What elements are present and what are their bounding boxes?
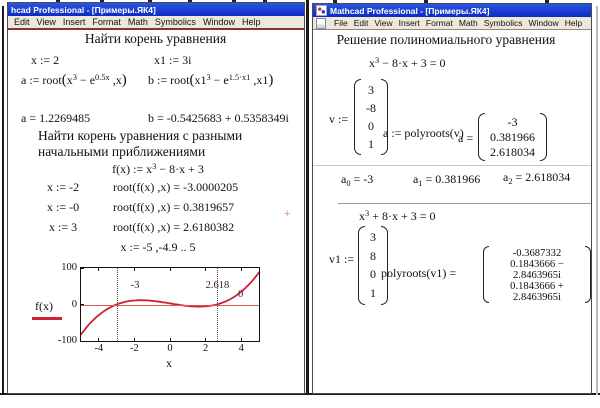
- vector-cell: 0.1843666 − 2.8463965i: [510, 259, 564, 281]
- equation-polyroots-a[interactable]: a := polyroots(v): [383, 126, 464, 140]
- equation-polynomial-1[interactable]: $x^3 - 8\cdot x + 3 = 0$: [369, 56, 446, 70]
- x-tick-mark: [170, 338, 171, 341]
- paren-left: [358, 226, 365, 305]
- menubar-left: [8, 16, 304, 28]
- vector-cell: -0.3687332: [512, 248, 562, 259]
- menu-help[interactable]: Help: [564, 18, 583, 28]
- menubar-right: [313, 17, 591, 29]
- region-separator: [313, 165, 592, 166]
- menu-math[interactable]: Math: [458, 18, 478, 28]
- menu-math[interactable]: Math: [127, 17, 148, 27]
- x-marker-label: 2.618: [205, 280, 230, 291]
- y-tick-mark: [81, 268, 84, 269]
- vector-cell: 0.1843666 + 2.8463965i: [510, 281, 564, 303]
- y-tick-label: 100: [61, 262, 77, 273]
- coef-a1[interactable]: $a_1 = 0.381966$: [413, 172, 481, 188]
- worksheet-heading-2-line1[interactable]: Найти корень уравнения с разными: [38, 128, 243, 143]
- menu-edit[interactable]: Edit: [14, 17, 30, 27]
- crosshair-cursor: +: [284, 208, 291, 220]
- vector-cell: 0.381966: [490, 130, 535, 144]
- menubar-accent-line: [8, 28, 304, 30]
- paren-right: [540, 113, 547, 161]
- mathcad-window-right: [312, 3, 592, 394]
- f-curve: [81, 272, 259, 334]
- x-tick-mark: [241, 268, 242, 271]
- x-tick-label: 4: [238, 343, 244, 354]
- worksheet-heading[interactable]: Найти корень уравнения: [84, 31, 227, 46]
- mathcad-window-left: [7, 2, 305, 394]
- menu-insert[interactable]: Insert: [62, 17, 86, 27]
- frame-center-divider: [306, 0, 309, 395]
- x-tick-label: -2: [130, 343, 139, 354]
- vector-cell: 8: [370, 248, 376, 263]
- x-tick-mark: [205, 338, 206, 341]
- menu-help[interactable]: Help: [241, 17, 261, 27]
- menu-window[interactable]: Window: [202, 17, 235, 27]
- equation-f-definition[interactable]: f(x) := $x^3 - 8\cdot x + 3$: [112, 162, 204, 176]
- coef-a0[interactable]: $a_0 = -3$: [341, 172, 374, 188]
- menu-symbolics[interactable]: Symbolics: [154, 17, 196, 27]
- x-tick-mark: [98, 338, 99, 341]
- menu-edit[interactable]: Edit: [353, 18, 369, 28]
- menu-window[interactable]: Window: [528, 18, 559, 28]
- range-definition[interactable]: x := -5 ,-4.9 .. 5: [120, 240, 196, 254]
- menu-format[interactable]: Format: [425, 18, 453, 28]
- x-tick-mark: [134, 268, 135, 271]
- x-tick-label: -4: [94, 343, 104, 354]
- vector-cell: 3: [370, 229, 376, 244]
- y-marker-label: 0: [238, 288, 244, 300]
- result-b[interactable]: b = -0.5425683 + 0.5358349i: [148, 111, 289, 125]
- vector-cell: -8: [366, 100, 376, 115]
- guess-2-root[interactable]: root(f(x) ,x) = 0.3819657: [113, 200, 235, 214]
- x-tick-label: 2: [202, 343, 209, 354]
- paren-left: [478, 113, 485, 161]
- vector-cell: 0: [368, 118, 374, 133]
- result-a[interactable]: a = 1.2269485: [21, 111, 91, 125]
- equation-a-root[interactable]: a := $root(x^3 - e^{0.5x}$ ,x): [21, 72, 127, 88]
- paren-right: [585, 246, 591, 303]
- y-tick-label: -100: [57, 335, 77, 346]
- x-tick-mark: [98, 268, 99, 271]
- menu-insert[interactable]: Insert: [398, 18, 420, 28]
- result-a-label[interactable]: a =: [458, 131, 474, 145]
- guess-3-x[interactable]: x := 3: [49, 220, 78, 234]
- menu-file[interactable]: File: [334, 18, 348, 28]
- paren-left: [354, 79, 361, 155]
- vector-cell: 1: [370, 286, 376, 301]
- x-tick-mark: [205, 268, 206, 271]
- vector-v-label[interactable]: v :=: [329, 112, 349, 126]
- x-axis-title: x: [166, 356, 172, 370]
- definition-x1[interactable]: x1 := 3i: [154, 53, 192, 67]
- y-tick-label: 0: [71, 298, 77, 310]
- x-tick-label: 0: [167, 343, 173, 354]
- paren-right: [381, 79, 388, 155]
- menubar-accent-line: [313, 29, 591, 30]
- frame-right-border: [596, 6, 598, 395]
- x-marker-label: -3: [130, 280, 140, 291]
- menu-symbolics[interactable]: Symbolics: [483, 18, 523, 28]
- guess-3-root[interactable]: root(f(x) ,x) = 2.6180382: [113, 220, 235, 234]
- vector-a-result[interactable]: [478, 113, 547, 161]
- mathcad-app-icon: [316, 5, 327, 16]
- y-tick-mark: [81, 341, 84, 342]
- xy-plot[interactable]: [35, 262, 260, 370]
- titlebar-right[interactable]: [313, 4, 591, 17]
- vector-cell: 3: [368, 82, 374, 97]
- window-title: Mathcad Professional - [Примеры.ЯК4]: [330, 5, 490, 16]
- menu-view[interactable]: View: [374, 18, 393, 28]
- menu-format[interactable]: Format: [92, 17, 121, 27]
- vector-cell: 0: [370, 267, 376, 282]
- y-marker-line: [81, 305, 259, 306]
- coef-a2[interactable]: $a_2 = 2.618034$: [503, 170, 571, 186]
- equation-polyroots-v1[interactable]: polyroots(v1) =: [381, 266, 457, 280]
- x-tick-mark: [241, 338, 242, 341]
- guess-2-x[interactable]: x := -0: [47, 200, 80, 214]
- x-tick-mark: [170, 268, 171, 271]
- plot-legend-label: f(x): [35, 299, 53, 313]
- equation-polynomial-2[interactable]: $x^3 + 8\cdot x + 3 = 0$: [359, 209, 436, 223]
- worksheet-heading-2-line2[interactable]: начальными приближениями: [38, 144, 206, 159]
- region-separator: [338, 203, 592, 204]
- worksheet-heading[interactable]: Решение полиномиального уравнения: [336, 32, 556, 47]
- vector-v[interactable]: [354, 79, 388, 155]
- vector-polyroots-result[interactable]: [483, 246, 591, 303]
- window-title: hcad Professional - [Примеры.ЯК4]: [11, 4, 156, 15]
- vector-cell: -3: [507, 115, 518, 129]
- frame-left-border: [2, 6, 4, 395]
- plot-legend-line: [32, 317, 62, 320]
- worksheet-icon[interactable]: [316, 18, 326, 29]
- definition-x[interactable]: x := 2: [31, 53, 60, 67]
- titlebar-left[interactable]: [8, 3, 304, 16]
- equation-b-root[interactable]: b := $root(x1^3 - e^{1.5\cdot x1}$ ,x1): [148, 72, 274, 88]
- menu-view[interactable]: View: [36, 17, 56, 27]
- vector-cell: 1: [368, 136, 374, 151]
- guess-1-x[interactable]: x := -2: [47, 180, 80, 194]
- x-tick-mark: [134, 338, 135, 341]
- guess-1-root[interactable]: root(f(x) ,x) = -3.0000205: [113, 180, 239, 194]
- vector-v1-label[interactable]: v1 :=: [329, 252, 355, 266]
- vector-cell: 2.618034: [490, 145, 535, 159]
